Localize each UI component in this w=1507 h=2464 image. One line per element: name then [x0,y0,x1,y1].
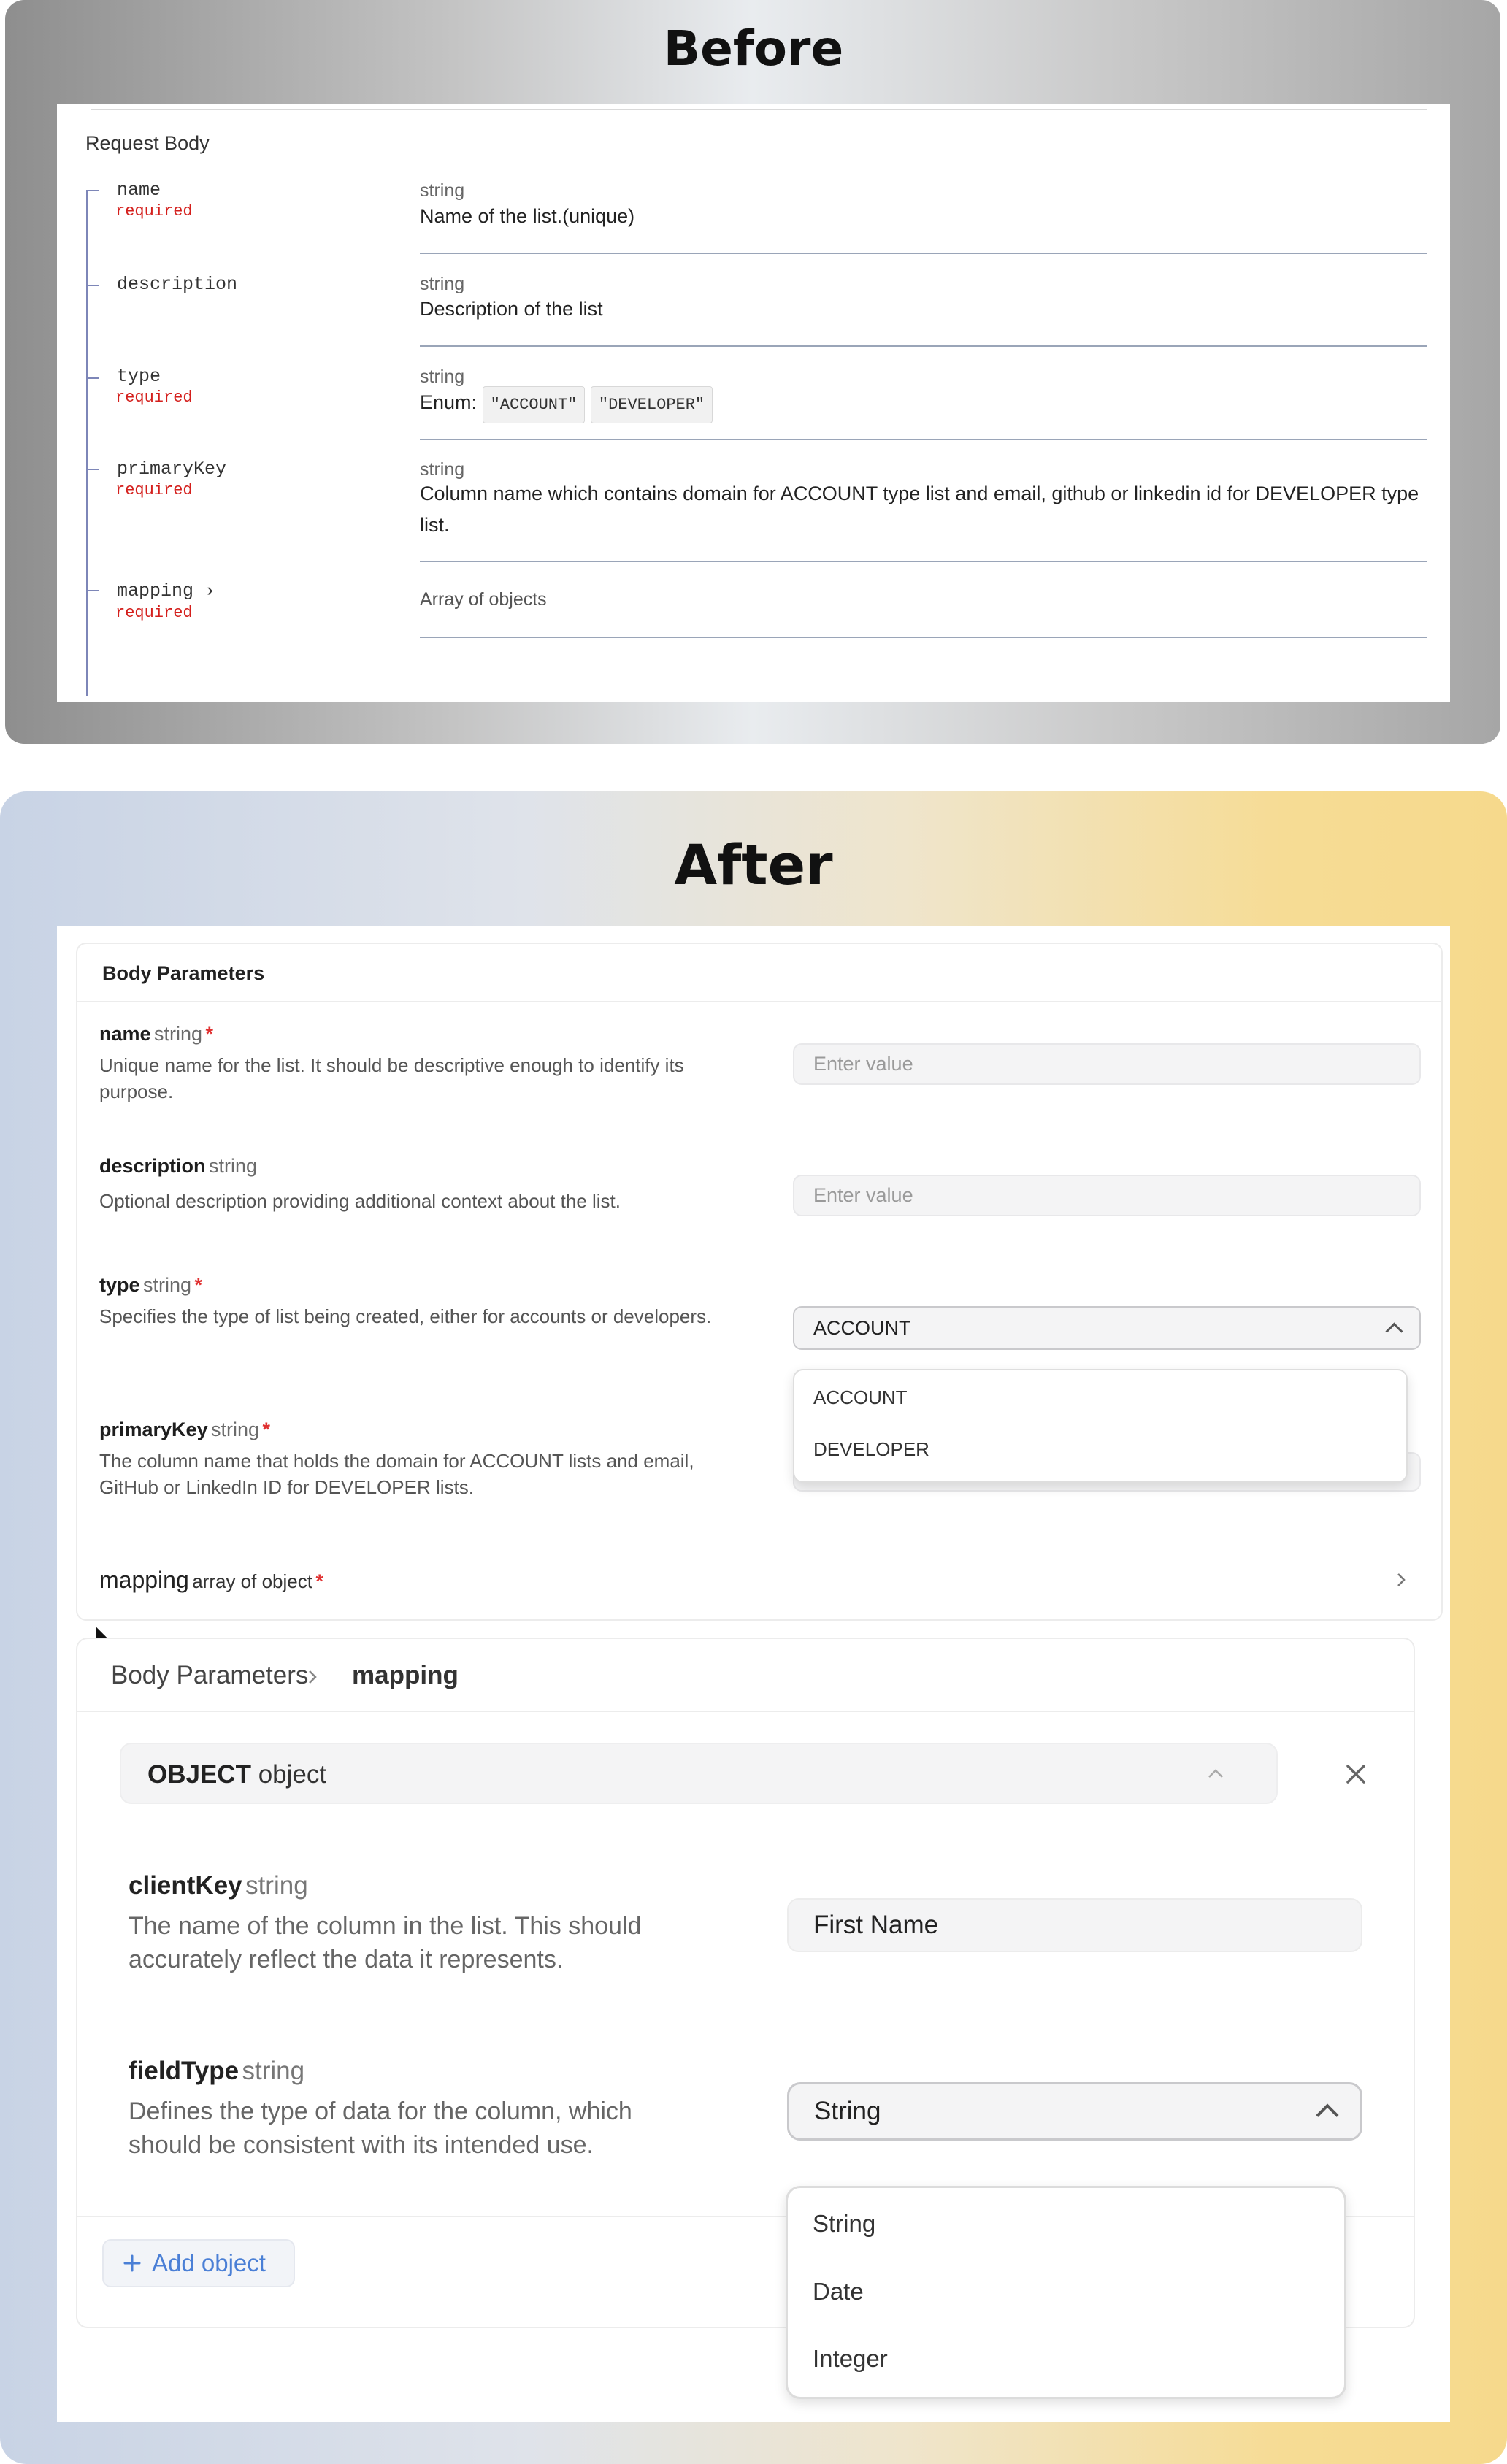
dropdown-option-developer[interactable]: DEVELOPER [813,1438,929,1460]
param-description: Name of the list.(unique) [420,205,635,227]
object-header[interactable] [120,1743,1278,1804]
clientkey-input[interactable]: First Name [787,1898,1362,1952]
field-name: description [99,1155,206,1177]
card-title: Body Parameters [102,962,265,984]
divider [77,1711,1414,1712]
field-description: Defines the type of data for the column, which should be consistent with its intended use. [129,2098,632,2159]
param-description: Column name which contains domain for ACCOUNT type list and email, github or linkedin id for DEVELOPER type list. [420,483,1419,536]
divider [91,109,1427,110]
object-type: object [258,1760,327,1789]
field-description: Unique name for the list. It should be descriptive enough to identify its purpose. [99,1054,684,1102]
required-label: required [115,604,193,622]
field-row-mapping[interactable] [99,1567,323,1594]
before-request-body-panel [57,104,1450,702]
required-asterisk: * [262,1419,271,1440]
field-type: string [245,1871,308,1900]
field-description: The name of the column in the list. This should accurately reflect the data it represents. [129,1912,642,1973]
breadcrumb-root[interactable]: Body Parameters [111,1661,309,1689]
param-name-text: mapping [117,580,194,602]
required-asterisk: * [205,1023,213,1045]
param-description: Description of the list [420,298,603,320]
param-name: name [117,180,161,201]
field-type: string [242,2057,305,2085]
tree-branch [86,377,99,379]
chevron-right-icon[interactable] [1395,1569,1408,1591]
field-type: array of object [192,1570,312,1592]
field-name: fieldType [129,2057,239,2085]
field-type: string [154,1023,203,1045]
tree-branch [86,590,99,591]
chevron-up-icon [1316,2103,1338,2126]
field-name: primaryKey [99,1419,208,1440]
divider [420,637,1427,638]
request-body-title: Request Body [85,132,210,154]
param-name: description [117,274,238,295]
before-heading: Before [663,20,844,77]
field-type: string [211,1419,260,1440]
object-title [147,1760,326,1789]
param-type: Array of objects [420,589,547,610]
field-name: clientKey [129,1871,242,1900]
description-input[interactable]: Enter value [793,1175,1421,1216]
field-label-description [99,1155,257,1178]
chevron-right-icon: › [204,580,216,602]
add-object-button[interactable] [102,2239,295,2287]
breadcrumb-current: mapping [352,1661,459,1689]
after-heading: After [674,832,833,897]
body-parameters-card [76,943,1443,1621]
param-type: string [420,366,465,387]
dropdown-option-account[interactable]: ACCOUNT [813,1386,908,1408]
type-dropdown-menu [793,1369,1408,1483]
type-select[interactable] [793,1306,1421,1350]
enum-chip-account: "ACCOUNT" [483,386,586,423]
select-value: ACCOUNT [813,1316,911,1339]
param-name-mapping[interactable] [117,580,215,602]
object-label: OBJECT [147,1760,251,1789]
required-label: required [115,388,193,407]
field-name: mapping [99,1567,189,1593]
enum-chip-developer: "DEVELOPER" [591,386,713,423]
required-asterisk: * [194,1274,202,1296]
divider [420,439,1427,440]
chevron-right-icon [305,1665,320,1689]
chevron-up-icon [1385,1322,1403,1340]
dropdown-option-string[interactable]: String [813,2210,876,2237]
field-label-primarykey [99,1419,270,1441]
dropdown-option-date[interactable]: Date [813,2278,864,2305]
field-description: The column name that holds the domain for ACCOUNT lists and email, GitHub or LinkedIn ID for DEVELOPER lists. [99,1450,694,1498]
field-label-fieldtype [129,2057,304,2086]
plus-icon [123,2254,142,2273]
required-label: required [115,481,193,499]
dropdown-option-integer[interactable]: Integer [813,2345,888,2372]
divider [420,345,1427,347]
param-type: string [420,180,465,201]
divider [77,1001,1441,1002]
field-name: type [99,1274,140,1296]
field-description: Optional description providing additional context about the list. [99,1190,621,1212]
divider [420,253,1427,254]
tree-branch [86,285,99,286]
field-name: name [99,1023,151,1045]
required-asterisk: * [315,1570,323,1592]
enum-label: Enum: [420,391,478,413]
name-input[interactable]: Enter value [793,1043,1421,1085]
fieldtype-select[interactable] [787,2082,1362,2141]
close-icon[interactable] [1343,1762,1368,1786]
add-object-label: Add object [152,2249,266,2276]
field-type: string [208,1155,258,1177]
required-label: required [115,202,193,220]
param-name: primaryKey [117,458,227,480]
param-type: string [420,274,465,294]
breadcrumb [111,1661,308,1690]
tree-branch [86,190,99,191]
field-label-name [99,1023,213,1045]
tree-line [86,190,88,696]
field-label-clientkey [129,1871,308,1900]
enum-row [420,386,713,423]
after-panel [57,926,1450,2422]
param-name: type [117,366,161,387]
field-label-type [99,1274,202,1297]
divider [420,561,1427,562]
fieldtype-dropdown-menu [786,2186,1346,2399]
param-type: string [420,459,465,480]
field-type: string [142,1274,192,1296]
field-description: Specifies the type of list being created, either for accounts or developers. [99,1305,712,1327]
chevron-up-icon[interactable] [1203,1763,1228,1784]
select-value: String [814,2097,881,2125]
tree-branch [86,469,99,470]
